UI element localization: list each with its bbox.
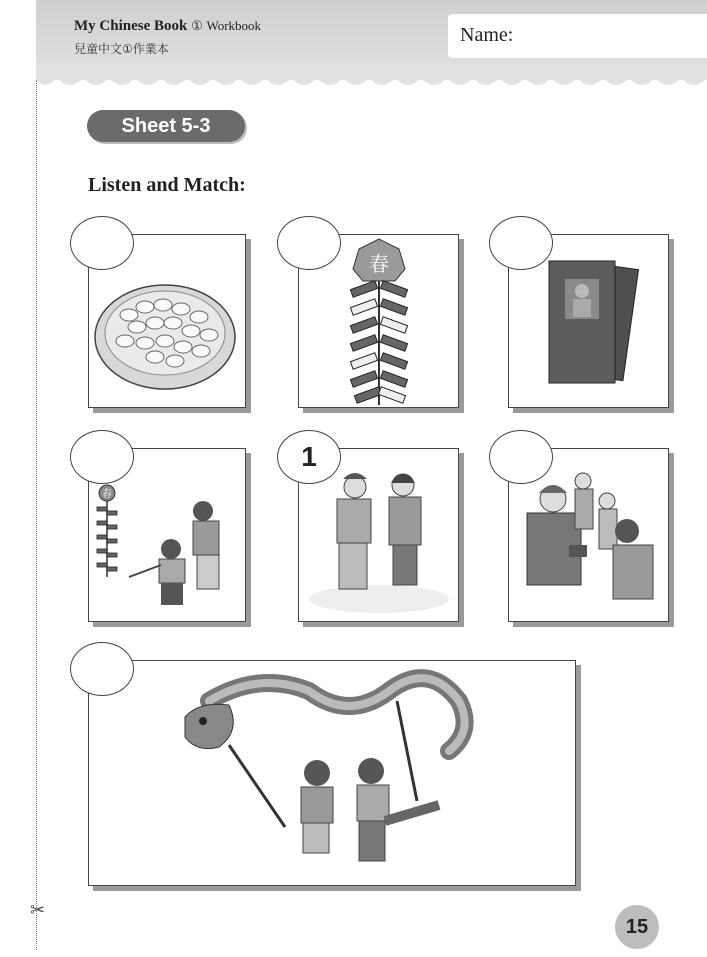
picture-dragon-dance[interactable] xyxy=(88,660,576,886)
instruction-heading: Listen and Match: xyxy=(88,174,246,196)
scissors-icon: ✂ xyxy=(30,900,46,921)
answer-bubble-red-envelopes[interactable] xyxy=(489,216,553,270)
sheet-label: Sheet 5-3 xyxy=(87,110,245,142)
dragon-dance-illustration xyxy=(89,661,575,885)
firecracker-sign-char-small: 春 xyxy=(102,489,112,500)
answer-bubble-dumplings[interactable] xyxy=(70,216,134,270)
book-title-chinese: 兒童中文①作業本 xyxy=(74,42,169,56)
book-title xyxy=(74,18,261,35)
name-field[interactable] xyxy=(448,14,707,58)
firecracker-sign-char: 春 xyxy=(369,252,389,276)
answer-bubble-grandparents[interactable] xyxy=(489,430,553,484)
name-label: Name: xyxy=(460,24,514,46)
scallop-border xyxy=(36,64,707,94)
answer-bubble-new-year-greeting[interactable]: 1 xyxy=(277,430,341,484)
answer-bubble-lighting-firecrackers[interactable] xyxy=(70,430,134,484)
book-number: ① xyxy=(191,18,203,33)
book-subtitle: Workbook xyxy=(206,18,262,33)
book-title-text: My Chinese Book xyxy=(74,18,188,34)
answer-bubble-dragon-dance[interactable] xyxy=(70,642,134,696)
answer-bubble-firecrackers[interactable] xyxy=(277,216,341,270)
page-number: 15 xyxy=(615,905,659,949)
cut-line xyxy=(36,80,37,950)
